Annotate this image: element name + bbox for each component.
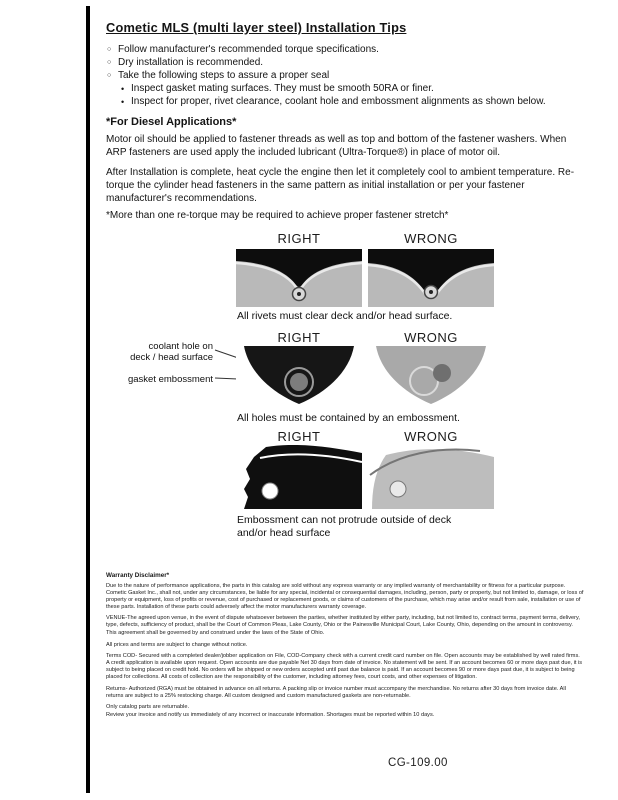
- disclaimer-paragraph: Only catalog parts are returnable.: [106, 704, 190, 711]
- coolant-hole-icon: [433, 364, 451, 382]
- tip-item: [107, 57, 583, 69]
- rivet-wrong-illustration: [368, 249, 494, 307]
- row1-caption: All rivets must clear deck and/or head surface.: [237, 310, 453, 322]
- warranty-disclaimer: [106, 572, 584, 724]
- dot-bullet-icon: •: [121, 84, 125, 94]
- disclaimer-paragraph: This agreement shall be governed by and construed under the laws of the State of Ohio.: [106, 630, 325, 637]
- embossment-containment-wrong-diagram: [368, 346, 494, 406]
- tip-text: Dry installation is recommended.: [118, 57, 264, 68]
- disclaimer-paragraph: Returns- Authorized (RGA) must be obtained in advance on all returns. A packing slip or invoice number must accompany the merchandise. No returns after 30 days from invoice date. All returns are subject to a 25% restocking charge. All custom designed and custom manufactured gaskets are non-returnable.: [106, 685, 566, 699]
- embossment-containment-right-diagram: [236, 346, 362, 406]
- retorque-note: *More than one re-torque may be required to achieve proper fastener stretch*: [106, 210, 449, 221]
- page-binding-edge: [86, 6, 90, 793]
- disclaimer-paragraph: Due to the nature of performance applications, the parts in this catalog are sold without any express warranty or any implied warranty of merchantability or fitness for a particular purpose. Cometic Gasket Inc., shall not, under any circumstances, be liable for any special, incidental or consequential damages, including, person, party or property, but not limited to, damage, or loss of property or equipment, loss of profits or revenue, cost of purchased or replacement goods, or claims of customers of the purchase, which may arise and/or result from sale, installation or use of these parts. Installation of these parts could adversely affect the motor manufacturers warranty coverage.: [106, 582, 584, 610]
- disclaimer-paragraph: Terms COD- Secured with a completed dealer/jobber application on File, COD-Company check with a current credit card number on file. Open accounts may be established by well rated firms. A credit application is available upon request. Open accounts are due payable Net 30 days from date of invoice. No statement will be sent. If an account becomes 60 or more days past due, it is subject to being placed on credit hold. No orders will be shipped or new orders accepted until past due balance is paid. If an account becomes 90 or more days past due, it is subject to being placed for collections. All costs of collection are the responsibility of the customer, including attorney fees, court costs, and other expenses of litigation.: [106, 653, 583, 681]
- row3-caption: Embossment can not protrude outside of deck and/or head surface: [237, 514, 452, 539]
- page-number: CG-109.00: [388, 757, 448, 769]
- disclaimer-paragraph: VENUE-The agreed upon venue, in the event of dispute whatsoever between the parties, whether instituted by either party, including, but not limited to, contract terms, payment terms, delivery, type, defects, sufficiency of product, shall be the Court of Common Pleas, Lake County, Ohio or the Painesville Municipal Court, Lake County, Ohio, depending on the amount in controversy.: [106, 615, 580, 629]
- circle-bullet-icon: ○: [107, 46, 112, 53]
- page-title: Cometic MLS (multi layer steel) Installation Tips: [106, 20, 407, 35]
- right-header: RIGHT: [277, 330, 321, 345]
- containment-right-illustration: [236, 346, 362, 406]
- right-header: RIGHT: [277, 231, 321, 246]
- disclaimer-paragraph: Review your invoice and notify us immediately of any incorrect or inaccurate information. Shortages must be reported within 10 days.: [106, 712, 435, 719]
- diesel-paragraph-1: Motor oil should be applied to fastener threads as well as top and bottom of the fastener washers. When ARP fasteners are used apply the included lubricant (Ultra-Torque®) in place of motor oil.: [106, 134, 567, 158]
- tip-item: [107, 44, 583, 56]
- disclaimer-paragraph: All prices and terms are subject to change without notice.: [106, 641, 248, 648]
- wrong-header: WRONG: [404, 231, 458, 246]
- embossment-protrusion-right-diagram: [236, 445, 362, 509]
- rivet-right-illustration: [236, 249, 362, 307]
- wrong-header: WRONG: [404, 330, 458, 345]
- dot-bullet-icon: •: [121, 97, 125, 107]
- embossment-protrusion-wrong-diagram: [368, 445, 494, 509]
- tip-text: Take the following steps to assure a proper seal: [118, 70, 330, 81]
- right-header: RIGHT: [277, 429, 321, 444]
- row2-caption: All holes must be contained by an embossment.: [237, 412, 460, 424]
- tip-text: Follow manufacturer's recommended torque specifications.: [118, 44, 379, 55]
- wrong-header: WRONG: [404, 429, 458, 444]
- protrusion-wrong-illustration: [368, 445, 494, 509]
- gasket-embossment-label: gasket embossment: [127, 374, 213, 385]
- bolt-hole-icon: [262, 483, 278, 499]
- tip-text: Inspect gasket mating surfaces. They must be smooth 50RA or finer.: [131, 83, 434, 94]
- bolt-hole-icon: [390, 481, 406, 497]
- tip-text: Inspect for proper, rivet clearance, coolant hole and embossment alignments as shown below.: [131, 96, 546, 107]
- protrusion-right-illustration: [236, 445, 362, 509]
- containment-wrong-illustration: [368, 346, 494, 406]
- coolant-hole-label: coolant hole on deck / head surface: [130, 341, 213, 363]
- disclaimer-heading: Warranty Disclaimer*: [106, 572, 170, 579]
- diesel-applications-heading: *For Diesel Applications*: [106, 116, 237, 128]
- diesel-paragraph-2: After Installation is complete, heat cycle the engine then let it completely cool to ambient temperature. Re-torque the cylinder head fasteners in the same pattern as initial installation or per your fastener manufacturer's recommendations.: [106, 167, 575, 204]
- tip-sub-item: [121, 83, 583, 95]
- tip-sub-item: [121, 96, 583, 108]
- circle-bullet-icon: ○: [107, 72, 112, 79]
- coolant-hole-icon: [290, 373, 308, 391]
- tip-item: [107, 70, 583, 82]
- deck-shape: [372, 449, 494, 509]
- rivet-clearance-wrong-diagram: [368, 249, 494, 307]
- rivet-clearance-right-diagram: [236, 249, 362, 307]
- circle-bullet-icon: ○: [107, 59, 112, 66]
